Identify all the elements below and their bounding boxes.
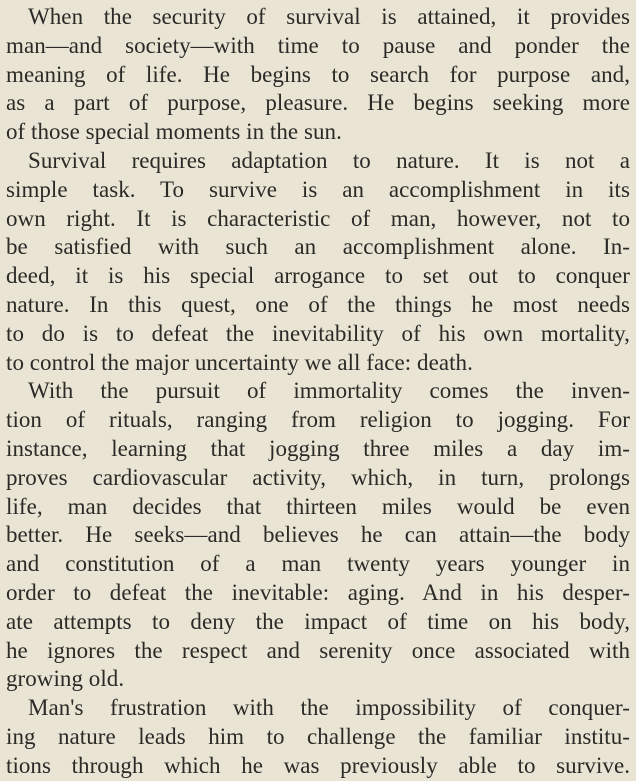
paragraph-2-line-1: Survival requires adaptation to nature. It is not a xyxy=(28,147,630,173)
paragraph-1-line-5: of those special moments in the sun. xyxy=(6,119,342,145)
paragraph-2-line-7: to do is to defeat the inevitability of his own mortality, xyxy=(6,320,630,346)
paragraph-3-line-3: instance, learning that jogging three miles a day im- xyxy=(6,435,630,461)
paragraph-2-line-4: be satisfied with such an accomplishment alone. In- xyxy=(6,234,630,260)
paragraph-3-line-9: ate attempts to deny the impact of time on his body, xyxy=(6,608,630,634)
paragraph-2-line-3: own right. It is characteristic of man, however, not to xyxy=(6,205,630,231)
paragraph-2-line-5: deed, it is his special arrogance to set out to conquer xyxy=(6,263,630,289)
paragraph-1-line-4: as a part of purpose, pleasure. He begins seeking more xyxy=(6,90,630,116)
paragraph-3-line-6: better. He seeks—and believes he can attain—the body xyxy=(6,522,630,548)
paragraph-1-line-3: meaning of life. He begins to search for purpose and, xyxy=(6,61,630,87)
paragraph-3-line-5: life, man decides that thirteen miles would be even xyxy=(6,493,630,519)
paragraph-3-line-2: tion of rituals, ranging from religion to jogging. For xyxy=(6,407,630,433)
paragraph-3-line-11: growing old. xyxy=(6,666,125,692)
paragraph-2-line-6: nature. In this quest, one of the things he most needs xyxy=(6,291,630,317)
paragraph-3-line-1: With the pursuit of immortality comes the inven- xyxy=(28,378,630,404)
paragraph-3-line-4: proves cardiovascular activity, which, in turn, prolongs xyxy=(6,464,630,490)
paragraph-1-line-1: When the security of survival is attained, it provides xyxy=(28,4,630,29)
paragraph-4-line-3: tions through which he was previously able to survive. xyxy=(6,752,630,778)
paragraph-1-line-2: man—and society—with time to pause and ponder the xyxy=(6,32,630,58)
paragraph-3-line-10: he ignores the respect and serenity once associated with xyxy=(6,637,630,663)
paragraph-4-line-2: ing nature leads him to challenge the familiar institu- xyxy=(6,723,630,749)
body-text xyxy=(6,3,630,781)
paragraph-4-line-1: Man's frustration with the impossibility of conquer- xyxy=(28,695,630,721)
paragraph-3-line-8: order to defeat the inevitable: aging. And in his desper- xyxy=(6,579,630,605)
paragraph-2-line-2: simple task. To survive is an accomplishment in its xyxy=(6,176,630,202)
paragraph-2-line-8: to control the major uncertainty we all face: death. xyxy=(6,349,473,375)
paragraph-3-line-7: and constitution of a man twenty years younger in xyxy=(6,551,630,577)
